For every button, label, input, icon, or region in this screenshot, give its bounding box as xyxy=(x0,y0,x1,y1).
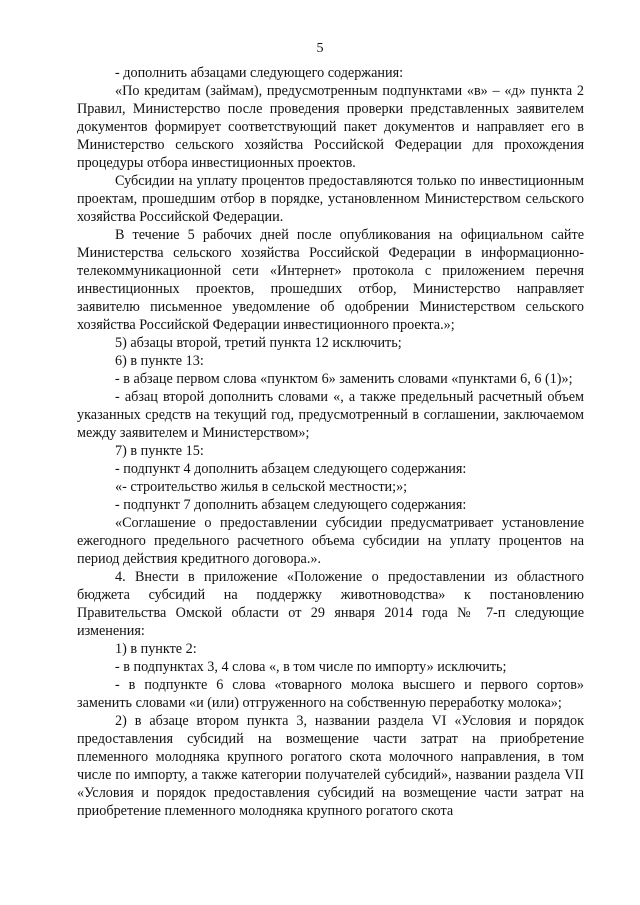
paragraph: 1) в пункте 2: xyxy=(115,641,197,657)
paragraph: «По кредитам (займам), предусмотренным подпунктами «в» – «д» пункта 2 Правил, Министерство после проведения проверки представленных заявителем документов формирует соответствующий пакет документов и направляет его в Министерство сельского хозяйства Российской Федерации для прохождения процедуры отбора инвестиционных проектов. xyxy=(77,83,584,171)
paragraph: «Соглашение о предоставлении субсидии предусматривает установление ежегодного предельного расчетного объема субсидии на уплату процентов на период действия кредитного договора.». xyxy=(77,515,584,567)
document-body xyxy=(77,64,584,820)
paragraph: - подпункт 7 дополнить абзацем следующего содержания: xyxy=(115,497,467,513)
paragraph: - подпункт 4 дополнить абзацем следующего содержания: xyxy=(115,461,467,477)
paragraph: 6) в пункте 13: xyxy=(115,353,204,369)
paragraph: 5) абзацы второй, третий пункта 12 исключить; xyxy=(115,335,402,351)
paragraph: - в абзаце первом слова «пунктом 6» заменить словами «пунктами 6, 6 (1)»; xyxy=(115,371,573,387)
paragraph: - в подпункте 6 слова «товарного молока высшего и первого сортов» заменить словами «и (или) отгруженного на собственную переработку молока»; xyxy=(77,677,584,711)
paragraph: - абзац второй дополнить словами «, а также предельный расчетный объем указанных средств на текущий год, предусмотренный в соглашении, заключаемом между заявителем и Министерством»; xyxy=(77,389,584,441)
paragraph: 2) в абзаце втором пункта 3, названии раздела VI «Условия и порядок предоставления субсидий на возмещение части затрат на приобретение племенного молодняка крупного рогатого скота молочного направления, в том числе по импорту, а также категории получателей субсидий», названии раздела VII «Условия и порядок предоставления субсидий на возмещение части затрат на приобретение племенного молодняка крупного рогатого скота xyxy=(77,713,584,819)
paragraph: - дополнить абзацами следующего содержания: xyxy=(115,65,404,81)
page-number: 5 xyxy=(316,41,324,56)
paragraph: 4. Внести в приложение «Положение о предоставлении из областного бюджета субсидий на поддержку животноводства» к постановлению Правительства Омской области от 29 января 2014 года № 7-п следующие изменения: xyxy=(77,569,584,639)
paragraph: Субсидии на уплату процентов предоставляются только по инвестиционным проектам, прошедшим отбор в порядке, установленном Министерством сельского хозяйства Российской Федерации. xyxy=(77,173,584,225)
paragraph: - в подпунктах 3, 4 слова «, в том числе по импорту» исключить; xyxy=(115,659,507,675)
paragraph: «- строительство жилья в сельской местности;»; xyxy=(115,479,408,495)
paragraph: В течение 5 рабочих дней после опубликования на официальном сайте Министерства сельского хозяйства Российской Федерации в информационно-телекоммуникационной сети «Интернет» протокола с приложением перечня инвестиционных проектов, прошедших отбор, Министерство направляет заявителю письменное уведомление об одобрении Министерством сельского хозяйства Российской Федерации инвестиционного проекта.»; xyxy=(77,227,584,333)
paragraph: 7) в пункте 15: xyxy=(115,443,204,459)
